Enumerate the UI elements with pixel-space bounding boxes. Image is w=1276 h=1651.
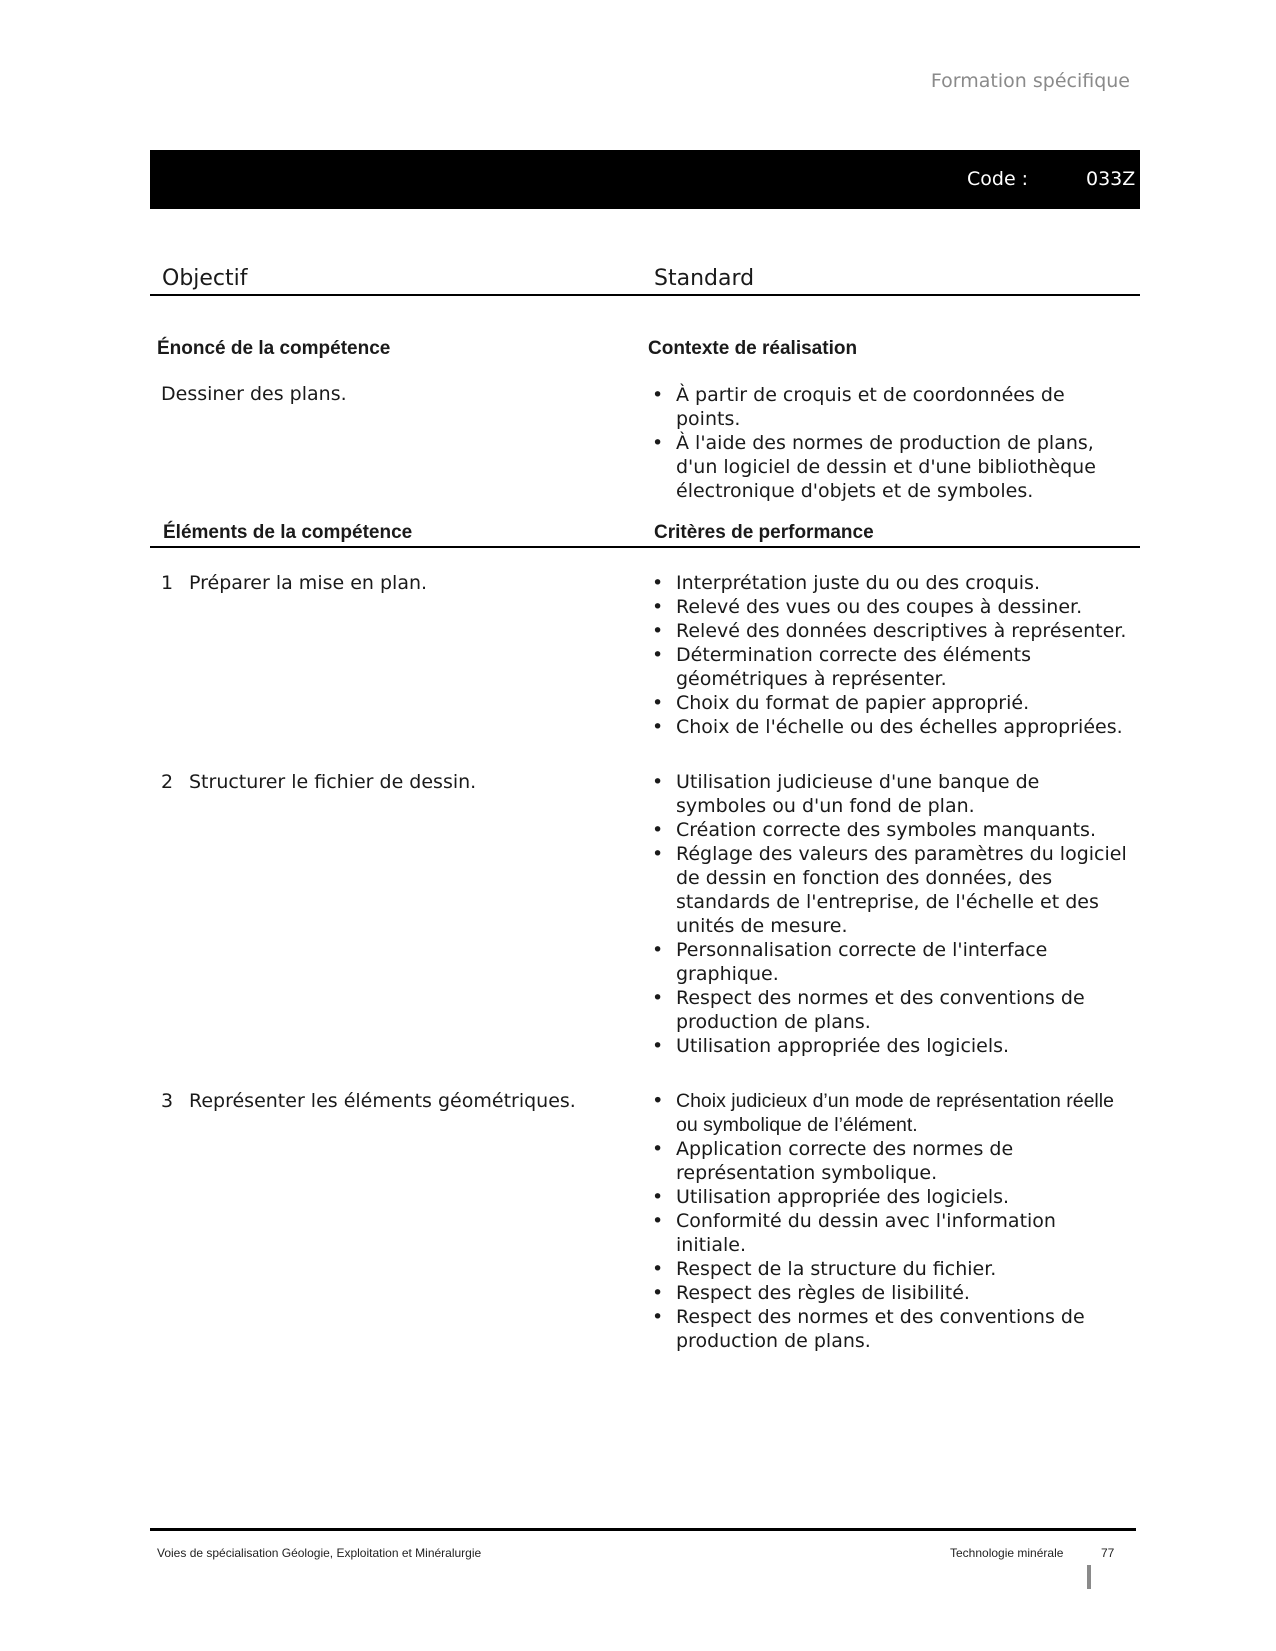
competence-text: Dessiner des plans. (161, 383, 347, 405)
list-item: • Utilisation judicieuse d'une banque de symboles ou d'un fond de plan. (648, 770, 1128, 818)
context-list (648, 383, 1128, 503)
element-label: Représenter les éléments géométriques. (189, 1090, 576, 1112)
list-item: • Respect des normes et des conventions de production de plans. (648, 1305, 1128, 1353)
list-item: • Respect des règles de lisibilité. (648, 1281, 1128, 1305)
list-item: • Conformité du dessin avec l'information initiale. (648, 1209, 1128, 1257)
element-number: 1 (161, 572, 174, 594)
footer-divider (150, 1528, 1136, 1531)
criteria-list-2 (648, 770, 1128, 1058)
page-number: 77 (1101, 1546, 1115, 1560)
list-item: • Interprétation juste du ou des croquis. (648, 571, 1128, 595)
list-item: • Utilisation appropriée des logiciels. (648, 1034, 1128, 1058)
section-title: Formation spécifique (930, 70, 1130, 92)
footer-title: Technologie minérale (950, 1546, 1064, 1560)
element-label: Structurer le fichier de dessin. (189, 771, 477, 793)
element-1 (161, 571, 427, 595)
element-number: 3 (161, 1090, 174, 1112)
footer-program: Voies de spécialisation Géologie, Exploitation et Minéralurgie (157, 1546, 482, 1560)
list-item: • Choix de l'échelle ou des échelles appropriées. (648, 715, 1128, 739)
criteria-list-3 (648, 1089, 1128, 1353)
elements-divider (150, 546, 1140, 548)
column-standard: Standard (654, 266, 755, 291)
list-item: • À partir de croquis et de coordonnées de points. (648, 383, 1128, 431)
competence-heading: Énoncé de la compétence (157, 338, 391, 359)
list-item: • Relevé des données descriptives à représenter. (648, 619, 1128, 643)
list-item: • Relevé des vues ou des coupes à dessiner. (648, 595, 1128, 619)
criteria-heading: Critères de performance (654, 522, 874, 543)
list-item: • Création correcte des symboles manquants. (648, 818, 1128, 842)
context-heading: Contexte de réalisation (648, 338, 858, 359)
list-item: • Choix du format de papier approprié. (648, 691, 1128, 715)
list-item: • Personnalisation correcte de l'interface graphique. (648, 938, 1128, 986)
elements-heading: Éléments de la compétence (163, 522, 413, 543)
list-item: • Réglage des valeurs des paramètres du logiciel de dessin en fonction des données, des standards de l'entreprise, de l'échelle et des unités de mesure. (648, 842, 1128, 938)
list-item: • Application correcte des normes de représentation symbolique. (648, 1137, 1128, 1185)
code-label: Code : (967, 168, 1029, 190)
list-item: • À l'aide des normes de production de plans, d'un logiciel de dessin et d'une bibliothèque électronique d'objets et de symboles. (648, 431, 1128, 503)
list-item: • Respect de la structure du fichier. (648, 1257, 1128, 1281)
element-3 (161, 1089, 576, 1113)
element-number: 2 (161, 771, 174, 793)
element-label: Préparer la mise en plan. (189, 572, 428, 594)
code-value: 033Z (1086, 168, 1136, 190)
list-item: • Détermination correcte des éléments géométriques à représenter. (648, 643, 1128, 691)
element-2 (161, 770, 476, 794)
column-objectif: Objectif (162, 266, 248, 291)
page-marker (1087, 1565, 1091, 1589)
criteria-list-1 (648, 571, 1128, 739)
list-item: • Utilisation appropriée des logiciels. (648, 1185, 1128, 1209)
list-item: • Choix judicieux d’un mode de représentation réelle ou symbolique de l’élément. (648, 1089, 1128, 1137)
column-divider (150, 294, 1140, 296)
list-item: • Respect des normes et des conventions de production de plans. (648, 986, 1128, 1034)
